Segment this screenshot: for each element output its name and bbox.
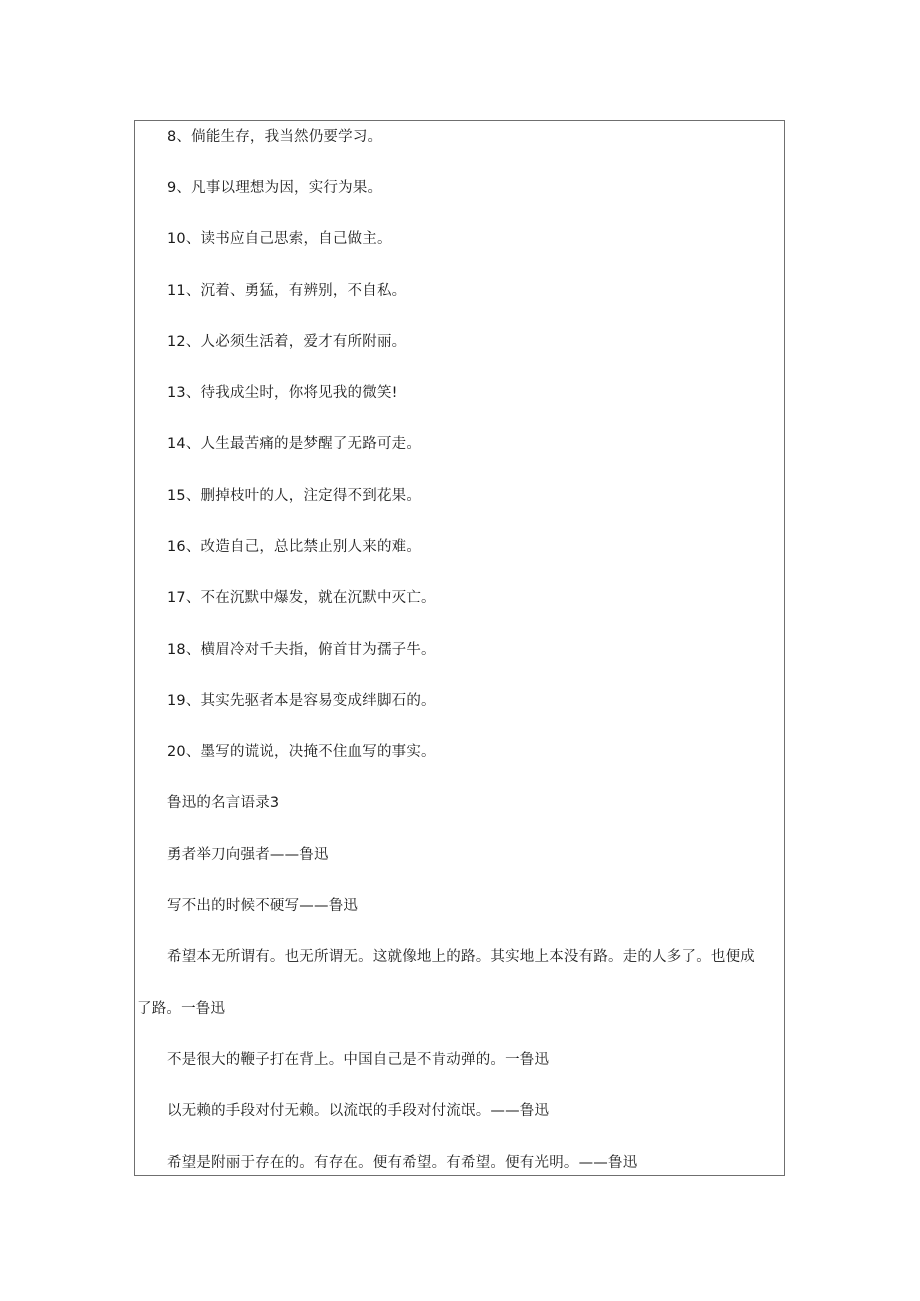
quote-line-11: 11、沉着、勇猛，有辨别，不自私。 xyxy=(167,283,407,299)
quote-brave: 勇者举刀向强者——鲁迅 xyxy=(167,847,329,863)
quote-line-17: 17、不在沉默中爆发，就在沉默中灭亡。 xyxy=(167,590,436,606)
quote-line-19: 19、其实先驱者本是容易变成绊脚石的。 xyxy=(167,693,436,709)
quote-line-15: 15、删掉枝叶的人，注定得不到花果。 xyxy=(167,488,422,504)
quote-hope-road: 希望本无所谓有。也无所谓无。这就像地上的路。其实地上本没有路。走的人多了。也便成 xyxy=(167,949,755,965)
quote-line-10: 10、读书应自己思索，自己做主。 xyxy=(167,231,392,247)
quote-hope-existence: 希望是附丽于存在的。有存在。便有希望。有希望。便有光明。——鲁迅 xyxy=(167,1155,638,1171)
quote-line-13: 13、待我成尘时，你将见我的微笑! xyxy=(167,385,398,401)
quote-hope-road-continued: 了路。一鲁迅 xyxy=(137,1001,226,1017)
quote-line-18: 18、横眉冷对千夫指，俯首甘为孺子牛。 xyxy=(167,642,436,658)
quote-whip: 不是很大的鞭子打在背上。中国自己是不肯动弹的。一鲁迅 xyxy=(167,1052,550,1068)
quote-line-20: 20、墨写的谎说，决掩不住血写的事实。 xyxy=(167,744,436,760)
quote-writing: 写不出的时候不硬写——鲁迅 xyxy=(167,898,359,914)
section-heading: 鲁迅的名言语录3 xyxy=(167,795,280,811)
quote-line-8: 8、倘能生存，我当然仍要学习。 xyxy=(167,129,383,145)
quote-line-9: 9、凡事以理想为因，实行为果。 xyxy=(167,180,383,196)
quote-line-14: 14、人生最苦痛的是梦醒了无路可走。 xyxy=(167,436,422,452)
quote-rogue: 以无赖的手段对付无赖。以流氓的手段对付流氓。——鲁迅 xyxy=(167,1103,550,1119)
quote-line-16: 16、改造自己，总比禁止别人来的难。 xyxy=(167,539,422,555)
quote-line-12: 12、人必须生活着，爱才有所附丽。 xyxy=(167,334,407,350)
